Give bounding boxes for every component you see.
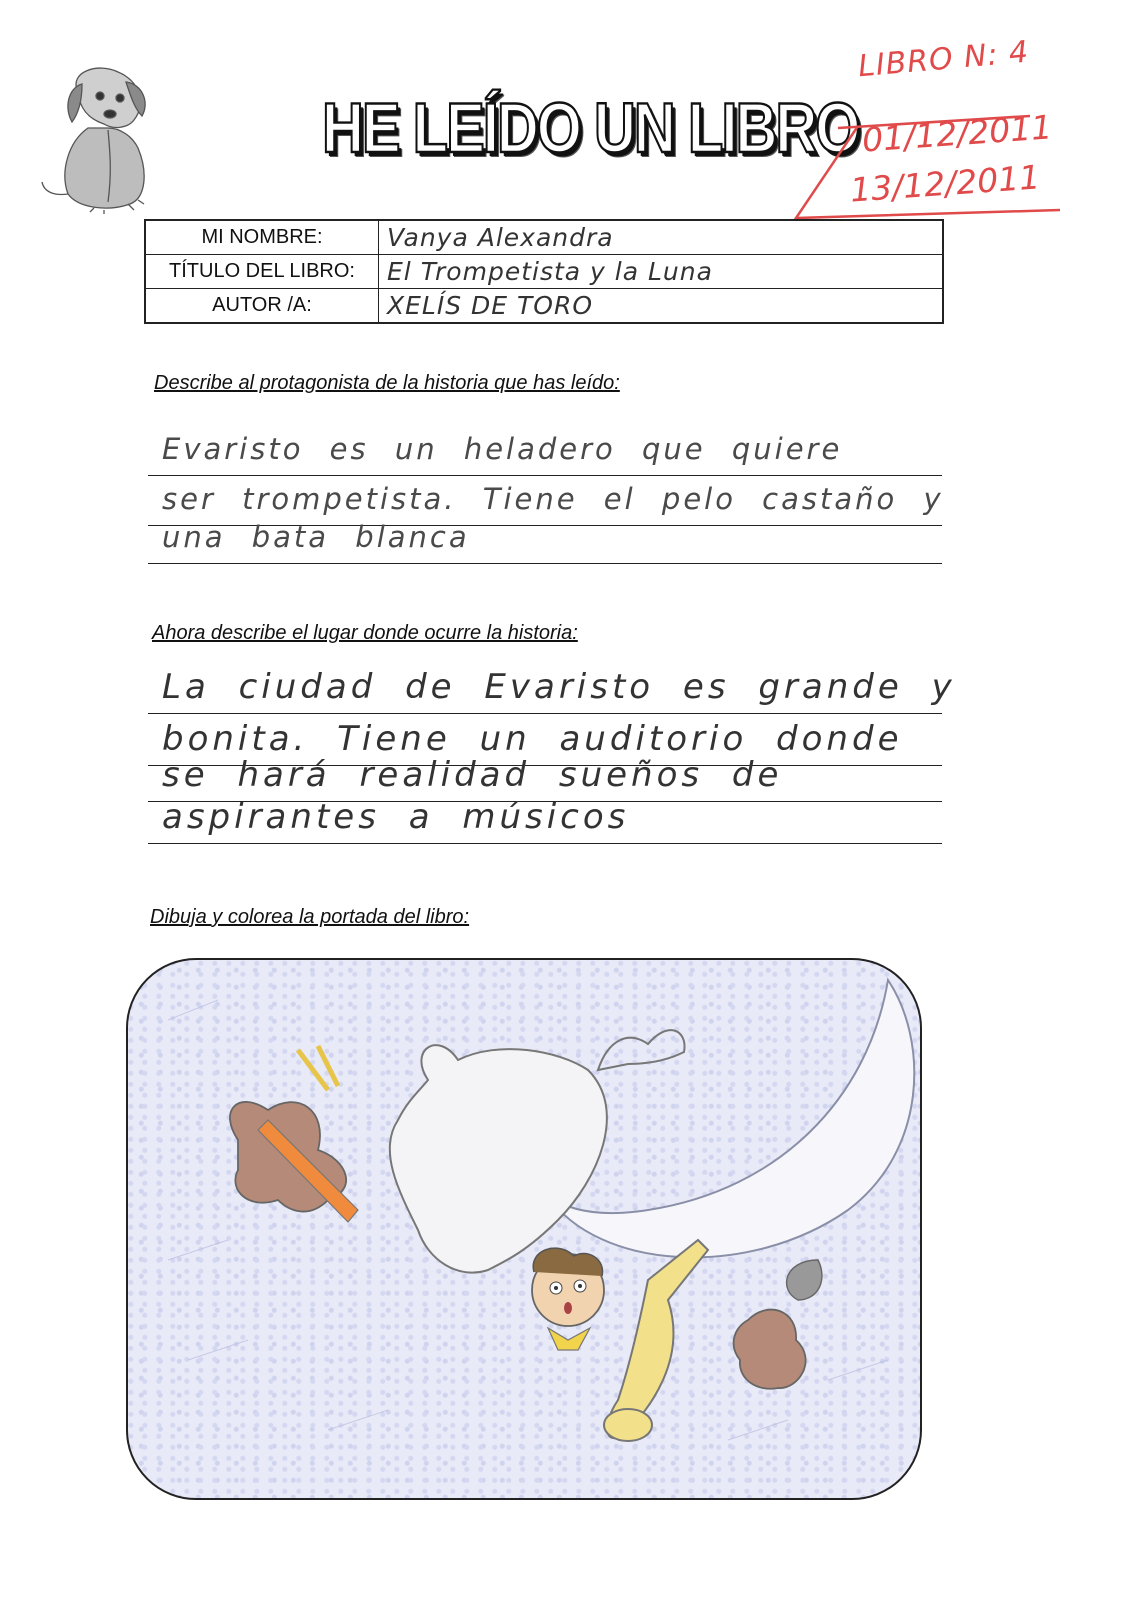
table-row	[145, 255, 943, 289]
place-line-2: bonita. Tiene un auditorio donde	[148, 716, 942, 766]
name-label: MI NOMBRE:	[145, 220, 379, 255]
cover-prompt: Dibuja y colorea la portada del libro:	[150, 906, 470, 928]
dog-sketch-icon	[38, 62, 158, 214]
date-end: 13/12/2011	[848, 157, 1042, 210]
page-title: HE LEÍDO UN LIBRO	[322, 88, 859, 169]
protagonist-line-2: ser trompetista. Tiene el pelo castaño y	[148, 476, 942, 526]
table-row	[145, 220, 943, 255]
protagonist-prompt: Describe al protagonista de la historia que has leído:	[154, 372, 620, 394]
book-number-stamp	[790, 36, 1090, 236]
place-line-4: aspirantes a músicos	[148, 794, 942, 844]
author-value: XELÍS DE TORO	[379, 289, 944, 324]
protagonist-line-1: Evaristo es un heladero que quiere	[148, 426, 942, 476]
book-info-table	[144, 219, 944, 324]
name-value: Vanya Alexandra	[379, 220, 944, 255]
cover-drawing	[126, 958, 922, 1500]
cover-illustration	[128, 960, 920, 1498]
book-title-label: TÍTULO DEL LIBRO:	[145, 255, 379, 289]
place-prompt: Ahora describe el lugar donde ocurre la historia:	[152, 622, 578, 644]
date-start: 01/12/2011	[860, 107, 1054, 160]
place-line-1: La ciudad de Evaristo es grande y	[148, 664, 942, 714]
bird-right	[734, 1310, 806, 1389]
table-row	[145, 289, 943, 324]
author-label: AUTOR /A:	[145, 289, 379, 324]
trumpet	[607, 1240, 708, 1438]
protagonist-line-3: una bata blanca	[148, 514, 942, 564]
trumpeter-figure	[390, 1045, 607, 1272]
book-title-value: El Trompetista y la Luna	[379, 255, 944, 289]
place-line-3: se hará realidad sueños de	[148, 752, 942, 802]
book-number: LIBRO N: 4	[856, 34, 1031, 85]
